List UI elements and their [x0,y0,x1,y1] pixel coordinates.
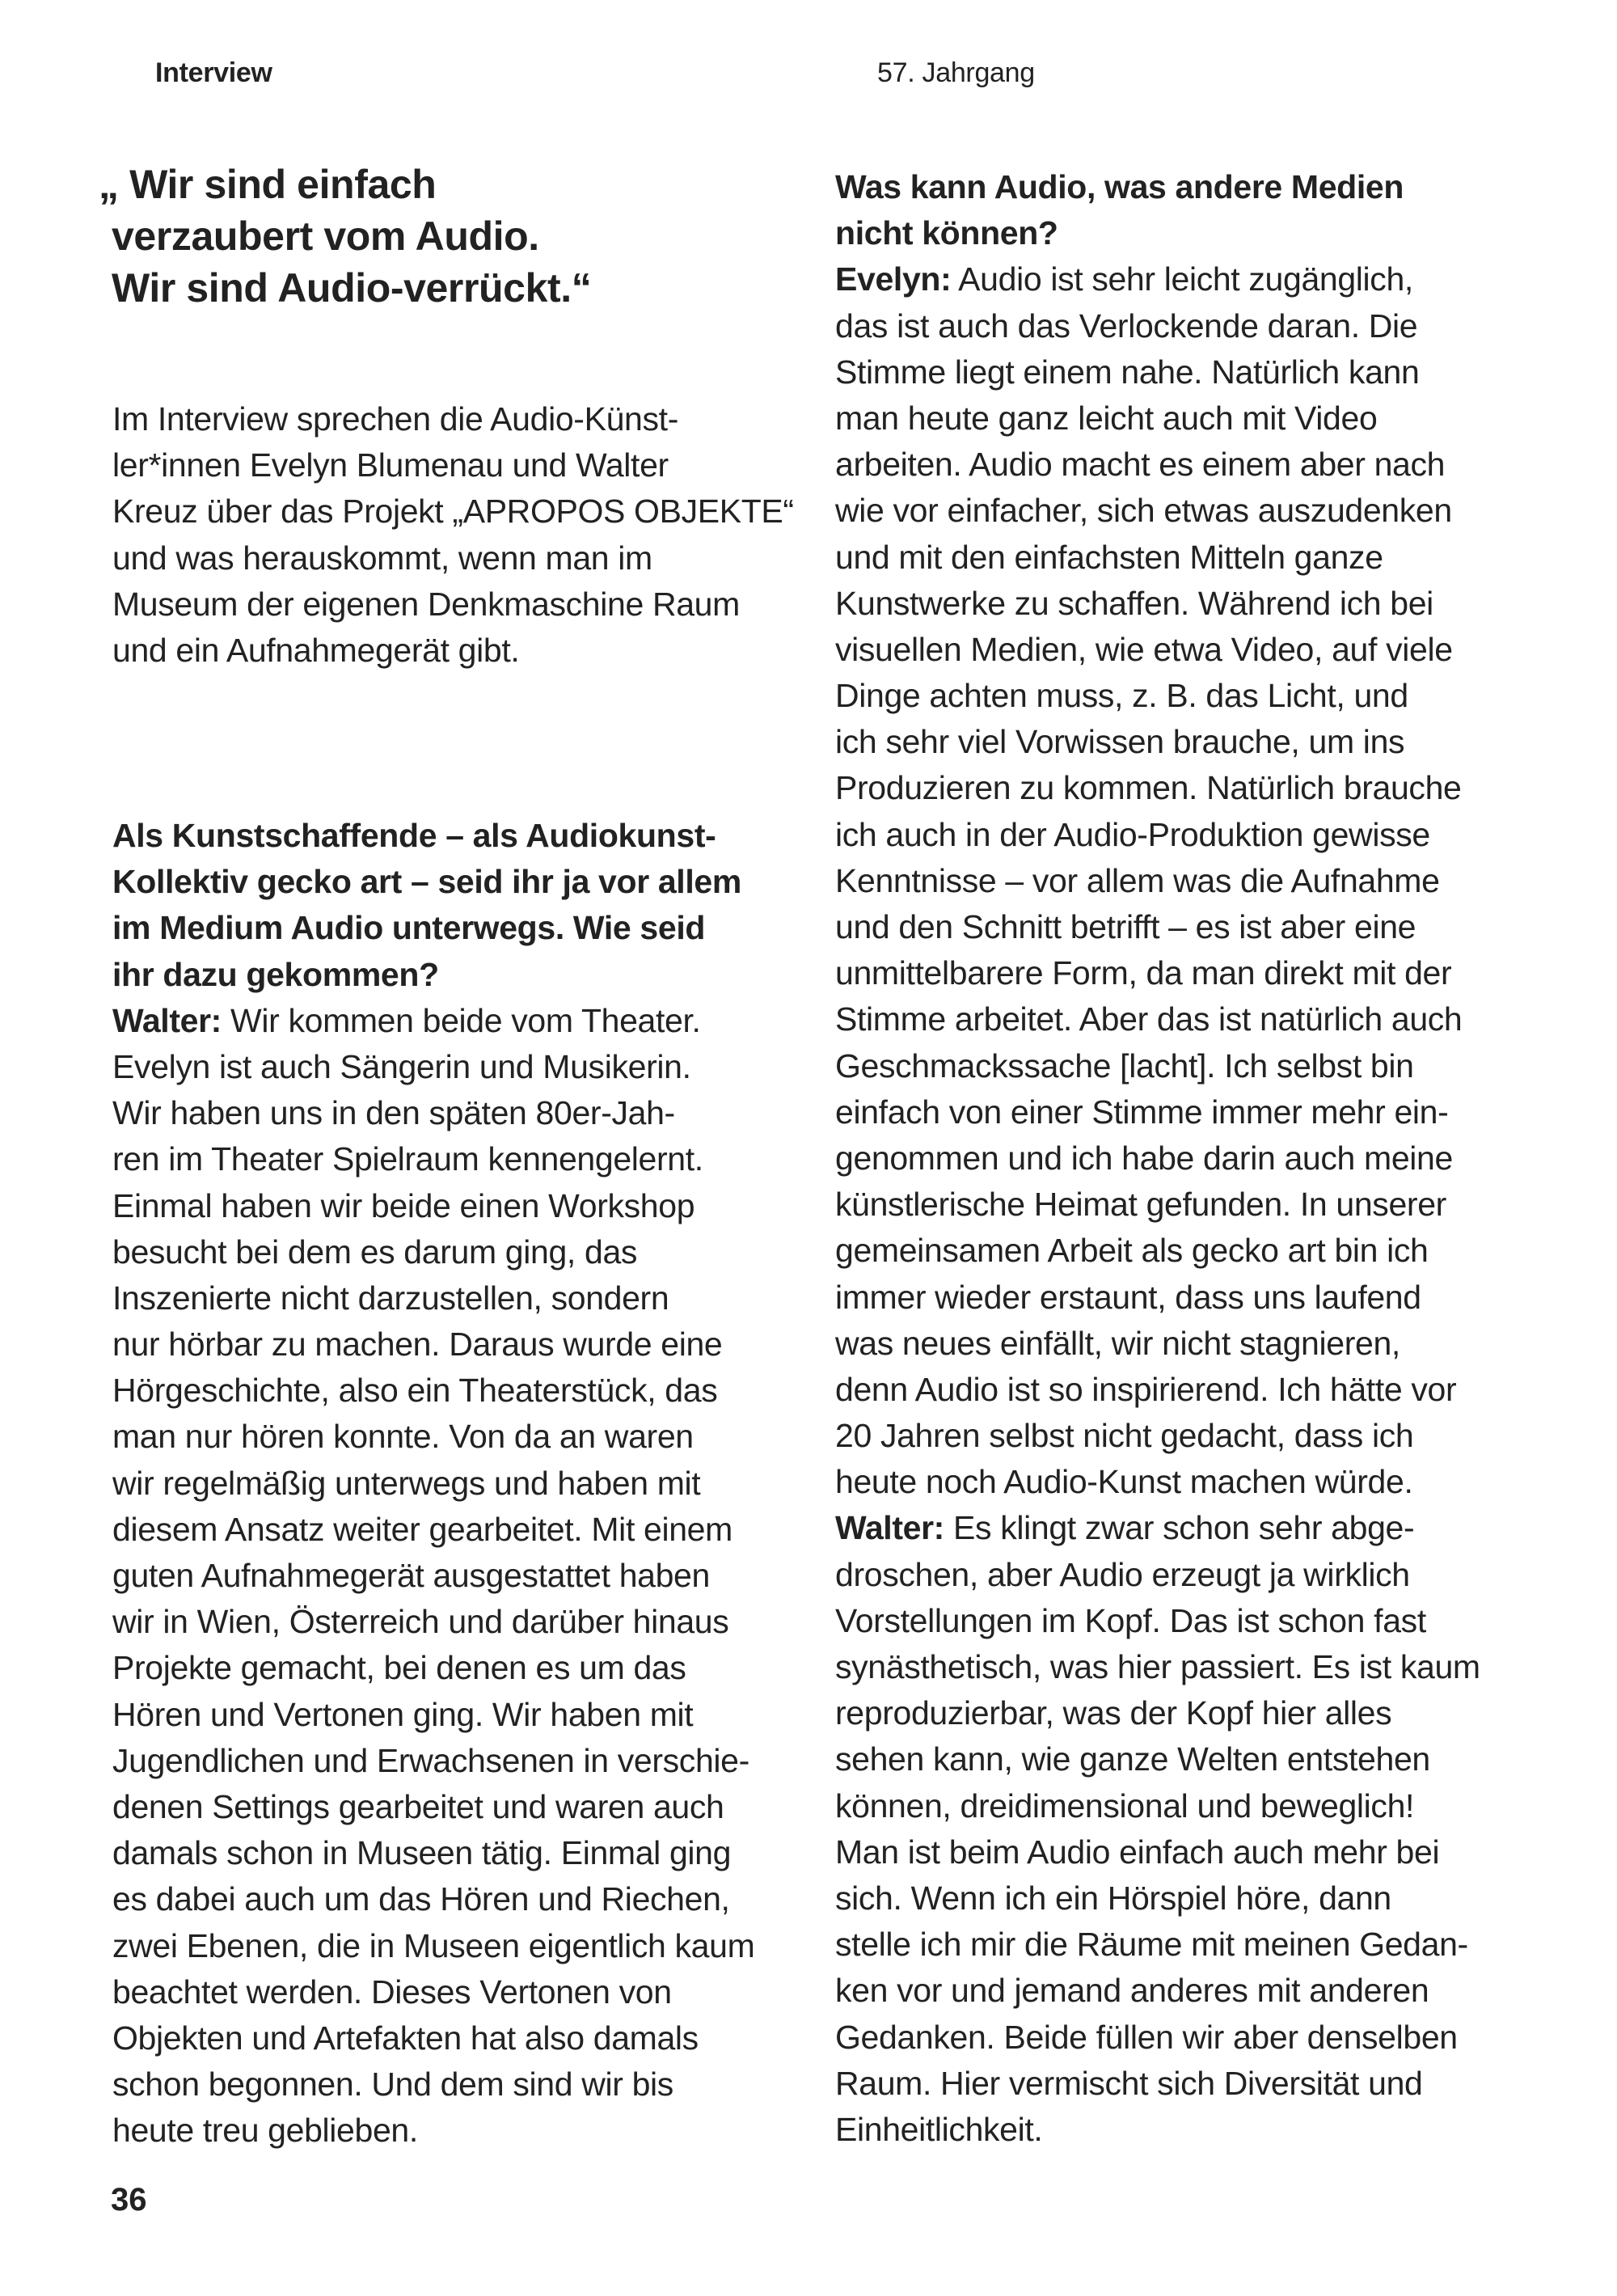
answer-line: sich. Wenn ich ein Hörspiel höre, dann [835,1879,1391,1917]
headline-line: verzaubert vom Audio. [112,214,539,259]
answer-line: schon begonnen. Und dem sind wir bis [112,2066,673,2104]
answer-line: genommen und ich habe darin auch meine [835,1139,1453,1177]
answer-line: 20 Jahren selbst nicht gedacht, dass ich [835,1417,1414,1455]
headline-line: Wir sind Audio-verrückt.“ [112,265,592,311]
answer-line: ich sehr viel Vorwissen brauche, um ins [835,723,1405,761]
question-line: Kollektiv gecko art – seid ihr ja vor allem [112,863,741,901]
answer-line: Hörgeschichte, also ein Theaterstück, das [112,1372,718,1410]
answer-text: Es klingt zwar schon sehr abge- [944,1509,1415,1547]
answer-line: Kenntnisse – vor allem was die Aufnahme [835,861,1440,899]
right-column [835,164,1547,2153]
answer-line: Dinge achten muss, z. B. das Licht, und [835,677,1408,715]
answer-line [835,1505,1547,1551]
answer-line: Kunstwerke zu schaffen. Während ich bei [835,584,1433,622]
intro-line: und was herauskommt, wenn man im [112,539,652,577]
answer-line: Gedanken. Beide füllen wir aber denselben [835,2018,1458,2056]
answer-line: Einheitlichkeit. [835,2110,1043,2148]
answer-line [112,998,792,1044]
answer-line: Jugendlichen und Erwachsenen in verschie- [112,1741,749,1779]
answer-line: guten Aufnahmegerät ausgestattet haben [112,1557,710,1594]
answer-line: visuellen Medien, wie etwa Video, auf viele [835,630,1453,668]
pull-quote-headline [99,159,794,314]
answer-line: das ist auch das Verlockende daran. Die [835,307,1418,345]
answer-line: Geschmackssache [lacht]. Ich selbst bin [835,1047,1414,1085]
question-line: im Medium Audio unterwegs. Wie seid [112,909,706,947]
answer-line: Stimme liegt einem nahe. Natürlich kann [835,353,1420,391]
answer-line: immer wieder erstaunt, dass uns laufend [835,1278,1421,1316]
speaker-name: Evelyn: [835,260,952,298]
answer-line: droschen, aber Audio erzeugt ja wirklich [835,1555,1410,1593]
section-label: Interview [155,57,272,88]
intro-line: Museum der eigenen Denkmaschine Raum [112,585,740,623]
answer-line: gemeinsamen Arbeit als gecko art bin ich [835,1232,1429,1270]
question-line: Als Kunstschaffende – als Audiokunst- [112,817,716,854]
answer-text: Wir kommen beide vom Theater. [221,1001,701,1039]
answer-line: Evelyn ist auch Sängerin und Musikerin. [112,1047,691,1085]
answer-line: ren im Theater Spielraum kennengelernt. [112,1140,703,1178]
answer-line: und mit den einfachsten Mitteln ganze [835,538,1383,576]
answer-line: heute treu geblieben. [112,2112,418,2150]
headline-line: „ Wir sind einfach [99,162,437,207]
answer-line: Projekte gemacht, bei denen es um das [112,1649,686,1687]
answer-line: man nur hören konnte. Von da an waren [112,1418,694,1456]
answer-line: diesem Ansatz weiter gearbeitet. Mit einem [112,1510,733,1548]
interview-question [835,164,1547,256]
answer-line: es dabei auch um das Hören und Riechen, [112,1880,730,1918]
answer-line: reproduzierbar, was der Kopf hier alles [835,1694,1392,1732]
answer-line: und den Schnitt betrifft – es ist aber eine [835,908,1416,945]
intro-line: und ein Aufnahmegerät gibt. [112,631,520,669]
answer-line: künstlerische Heimat gefunden. In unserer [835,1186,1446,1224]
answer-line: Raum. Hier vermischt sich Diversität und [835,2064,1423,2102]
answer-line: sehen kann, wie ganze Welten entstehen [835,1740,1430,1778]
answer-line: arbeiten. Audio macht es einem aber nach [835,446,1446,484]
answer-line: Stimme arbeitet. Aber das ist natürlich auch [835,1000,1463,1038]
answer-line: wir in Wien, Österreich und darüber hinaus [112,1603,729,1641]
answer-line: können, dreidimensional und beweglich! [835,1786,1415,1825]
interview-answer-walter [112,998,792,2154]
answer-line: denen Settings gearbeitet und waren auch [112,1787,724,1825]
intro-line: ler*innen Evelyn Blumenau und Walter [112,446,669,484]
left-column [112,813,792,2154]
answer-line: Hören und Vertonen ging. Wir haben mit [112,1695,694,1733]
answer-line: Wir haben uns in den späten 80er-Jah- [112,1094,675,1132]
answer-line: man heute ganz leicht auch mit Video [835,399,1378,437]
answer-line: nur hörbar zu machen. Daraus wurde eine [112,1326,723,1364]
interview-answer-walter [835,1505,1547,2153]
question-line: Was kann Audio, was andere Medien [835,168,1404,205]
answer-line: heute noch Audio-Kunst machen würde. [835,1463,1413,1501]
interview-question [112,813,792,998]
intro-paragraph [112,396,794,674]
answer-line: Vorstellungen im Kopf. Das ist schon fast [835,1601,1426,1639]
question-line: ihr dazu gekommen? [112,955,439,993]
answer-line: Objekten und Artefakten hat also damals [112,2019,699,2057]
page-number: 36 [111,2182,147,2218]
answer-line: wie vor einfacher, sich etwas auszudenken [835,492,1452,530]
answer-line: Einmal haben wir beide einen Workshop [112,1186,695,1224]
answer-line: unmittelbarere Form, da man direkt mit der [835,954,1452,992]
answer-line: was neues einfällt, wir nicht stagnieren, [835,1324,1400,1362]
answer-text: Audio ist sehr leicht zugänglich, [951,260,1413,298]
issue-label: 57. Jahrgang [877,57,1035,88]
intro-line: Im Interview sprechen die Audio-Künst- [112,400,678,438]
answer-line: beachtet werden. Dieses Vertonen von [112,1973,672,2011]
answer-line: denn Audio ist so inspirierend. Ich hätte vor [835,1370,1457,1408]
intro-line: Kreuz über das Projekt „APROPOS OBJEKTE“ [112,493,794,531]
answer-line: Man ist beim Audio einfach auch mehr bei [835,1833,1440,1871]
speaker-name: Walter: [835,1509,944,1547]
answer-line: einfach von einer Stimme immer mehr ein- [835,1093,1449,1131]
answer-line: wir regelmäßig unterwegs und haben mit [112,1464,701,1502]
answer-line: ich auch in der Audio-Produktion gewisse [835,815,1430,853]
answer-line: zwei Ebenen, die in Museen eigentlich kaum [112,1926,755,1964]
answer-line: besucht bei dem es darum ging, das [112,1233,638,1271]
question-line: nicht können? [835,214,1058,252]
interview-answer-evelyn [835,256,1547,1505]
answer-line [835,256,1547,302]
answer-line: damals schon in Museen tätig. Einmal ging [112,1834,732,1872]
speaker-name: Walter: [112,1001,222,1039]
answer-line: synästhetisch, was hier passiert. Es ist kaum [835,1648,1480,1685]
answer-line: Produzieren zu kommen. Natürlich brauche [835,769,1462,807]
answer-line: stelle ich mir die Räume mit meinen Gedan- [835,1926,1468,1964]
answer-line: Inszenierte nicht darzustellen, sondern [112,1279,669,1317]
answer-line: ken vor und jemand anderes mit anderen [835,1972,1429,2010]
